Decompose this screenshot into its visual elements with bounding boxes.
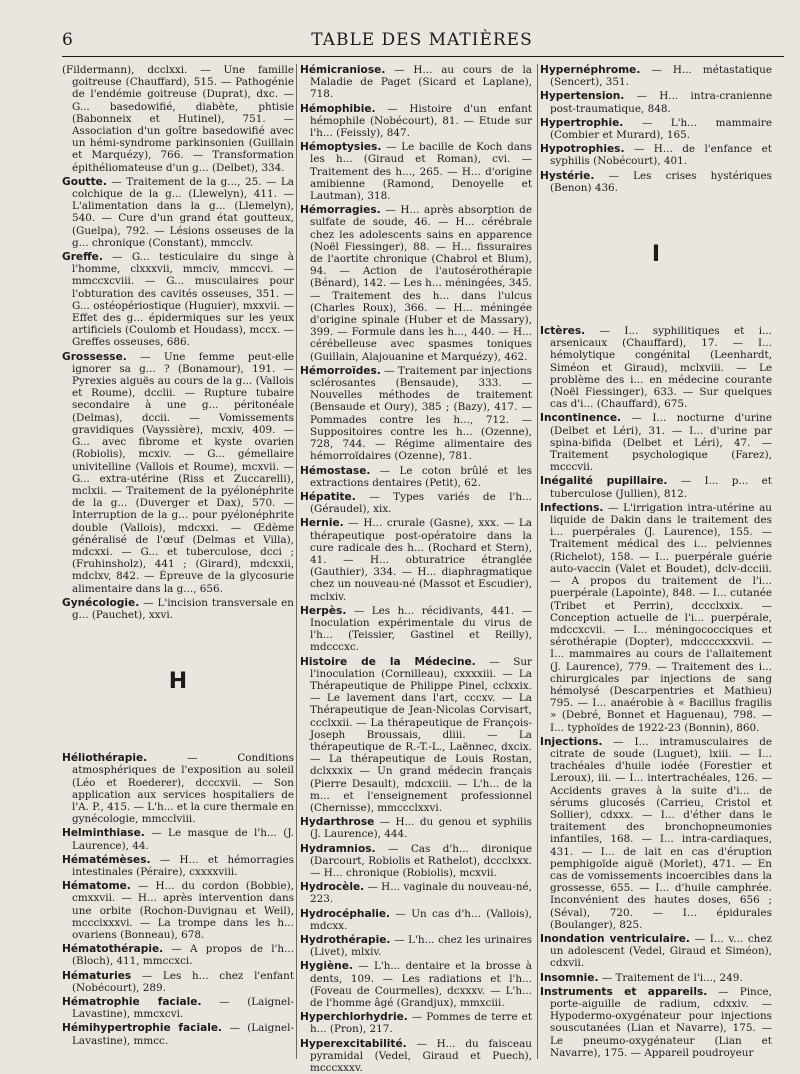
index-entry <box>300 141 532 202</box>
entry-text: — Traitement de la g..., 25. — La colchique de la g... (Llewelyn), 411. — L'alimentation dans la g... (Llemelyn), 540. — Cure d'un grand état goutteux, (Guelpa), 792. — Lésions osseuses de la g... chronique (Constant), mmcclv. <box>72 175 294 249</box>
section-letter: H <box>168 669 188 695</box>
entry-text: — L'incision transversale en g... (Pauchet), xxvi. <box>72 596 294 621</box>
entry-text: — Traitement de l'i..., 249. <box>598 971 743 984</box>
entry-term: Hydrothérapie. <box>300 934 391 947</box>
entry-term: Héliothérapie. <box>62 752 148 765</box>
entry-term: Inégalité pupillaire. <box>540 475 668 488</box>
entry-text: — I... v... chez un adolescent (Vedel, Giraud et Siméon), cdxvii. <box>550 932 772 970</box>
entry-term: Inondation ventriculaire. <box>540 932 690 945</box>
index-entry <box>62 827 294 851</box>
entry-text: — I... syphilitiques et i... arsenicaux (Chauffard), 17. — I... hémolytique congénital (Leenhardt, Siméon et Giraud), mclxviii. — Le problème des i... en médecine courante (Noël Fiessinger), 633. — Sur quelques cas d'i... (Chauffard), 675. <box>550 325 772 411</box>
index-entry <box>300 605 532 654</box>
index-entry <box>62 854 294 878</box>
index-entry <box>300 960 532 1009</box>
index-entry <box>300 843 532 880</box>
entry-text: — L'irrigation intra-utérine au liquide de Dakin dans le traitement des i... puerpérales (J. Laurence), 155. — Traitement médical des i... pelviennes (Richelot), 158. — I... puerpérale guérie auto-vaccin (Valet et Boudet), dclv-dcciii. — A propos du traitement de l'i... puerpérale (Lapointe), 848. — I... cutanée (Tribet et Perrin), dccclxxix. — Conception actuelle de l'i... puerpérale, mdccxcvii. — I... méningococciques et sérothérapie (Dopter), mdccccxxxvii. — I... mammaires au cours de l'allaitement (J. Laurence), 779. — Traitement des i... chirurgicales par injections de sang hémolysé (Descarpentries et Mathieu) 795. — I... anaérobie à « Bacillus fragilis » (Debré, Bonnet et Haguenau), 798. — I... typhoïdes de 1922-23 (Bonnin), 860. <box>550 501 772 734</box>
entry-term: Helminthiase. <box>62 827 145 840</box>
index-entry <box>300 103 532 140</box>
index-entry <box>300 365 532 463</box>
entry-text: — I... nocturne d'urine (Delbet et Léri), 31. — I... d'urine par spina-bifida (Delbet et Léri), 47. — Traitement psychologique (Farez), mcccvii. <box>550 412 772 474</box>
entry-term: Hépatite. <box>300 490 356 503</box>
entry-term: Hyperchlorhydrie. <box>300 1011 408 1024</box>
entry-term: Goutte. <box>62 175 107 188</box>
index-entry <box>300 465 532 489</box>
entry-term: Incontinence. <box>540 412 622 425</box>
entry-text: — A propos de l'h... (Bloch), 411, mmccxci. <box>72 943 294 968</box>
entry-term: Hystérie. <box>540 169 595 182</box>
entry-text: — L'h... chez les urinaires (Livet), mlxiv. <box>310 934 532 959</box>
entry-text: — H... intra-cranienne post-traumatique, 848. <box>550 90 772 115</box>
entry-term: Hydrocéphalie. <box>300 907 391 920</box>
entry-text: — Le coton brûlé et les extractions dentaires (Petit), 62. <box>310 464 532 489</box>
entry-text: — Le masque de l'h... (J. Laurence), 44. <box>72 827 294 852</box>
entry-term: Histoire de la Médecine. <box>300 655 476 668</box>
entry-term: Hématothérapie. <box>62 943 164 956</box>
index-entry <box>300 908 532 932</box>
index-entry <box>62 176 294 249</box>
entry-term: Hydrocèle. <box>300 881 365 894</box>
index-entry <box>540 325 772 410</box>
entry-term: Hématuries <box>62 969 132 982</box>
entry-term: Greffe. <box>62 251 103 264</box>
entry-term: Hydramnios. <box>300 842 376 855</box>
index-entry <box>62 943 294 967</box>
entry-term: Injections. <box>540 735 603 748</box>
page-header <box>62 30 782 54</box>
entry-text: — H... de l'enfance et syphilis (Nobécourt), 401. <box>550 143 772 168</box>
header-rule <box>62 56 784 57</box>
index-entry <box>300 1011 532 1035</box>
entry-text: — Les h... chez l'enfant (Nobécourt), 289. <box>72 969 294 994</box>
index-entry <box>62 1022 294 1046</box>
index-entry <box>540 933 772 970</box>
entry-term: Hydarthrose <box>300 816 375 829</box>
entry-term: Hémostase. <box>300 464 371 477</box>
column-divider <box>296 64 297 1059</box>
entry-text: — (Laignel-Lavastine), mmcc. <box>72 1022 294 1047</box>
index-entry <box>62 64 294 174</box>
entry-text: — I... intramusculaires de citrate de soude (Luguet), lxiii. — I... trachéales d'huile iodée (Forestier et Leroux), iii. — I... intertrachéales, 126. — Accidents graves à la suite d'i... de sérums glucosés (Carrieu, Cristol et Sollier), cdxxx. — I... d'éther dans le traitement des bronchopneumonies infantiles, 168. — I... intra-cardiaques, 431. — I... de lait en cas d'éruption pemphigoïde aiguë (Morlet), 471. — En cas de vomissements incoercibles dans la grossesse, 655. — I... d'huile camphrée. Inconvénient des hautes doses, 656 ; (Séval), 720. — I... épidurales (Boulanger), 825. <box>550 735 772 931</box>
entry-term: Hématrophie faciale. <box>62 996 202 1008</box>
index-entry <box>540 64 772 88</box>
entry-text: — Histoire d'un enfant hémophile (Nobécourt), 81. — Etude sur l'h... (Feissly), 847. <box>310 102 532 140</box>
index-entry <box>62 880 294 941</box>
index-entry <box>540 90 772 114</box>
entry-text: — H... métastatique (Sencert), 351. <box>550 64 772 89</box>
column-divider <box>537 64 538 1059</box>
entry-text: — I... p... et tuberculose (Jullien), 812. <box>550 475 772 500</box>
entry-text: — H... au cours de la Maladie de Paget (Sicard et Laplane), 718. <box>310 64 532 101</box>
index-entry <box>300 934 532 958</box>
entry-text: — Pince, porte-aiguille de radium, cdxxiv. — Hypodermo-oxygénateur pour injections souscutanées (Lian et Navarre), 175. — Le pneumo-oxygénateur (Lian et Navarre), 175. — Appareil poudroyeur <box>550 985 772 1059</box>
entry-text: — Pommes de terre et h... (Pron), 217. <box>310 1011 532 1036</box>
entry-text: — Cas d'h... dironique (Darcourt, Robiolis et Rathelot), dccclxxx. — H... chronique (Robiolis), mcxvii. <box>310 842 532 879</box>
entry-text: — Types variés de l'h... (Géraudel), xix. <box>310 490 532 516</box>
entry-term: Hémoptysies. <box>300 141 382 154</box>
entry-term: Grossesse. <box>62 350 127 363</box>
index-entry <box>300 204 532 363</box>
index-entry <box>540 117 772 141</box>
index-entry <box>300 64 532 101</box>
index-entry <box>300 491 532 515</box>
index-column-1 <box>62 64 294 1064</box>
index-entry <box>540 475 772 499</box>
index-entry <box>540 986 772 1059</box>
entry-text: — H... du faisceau pyramidal (Vedel, Giraud et Puech), mcccxxxv. <box>310 1037 532 1074</box>
entry-term: Ictères. <box>540 325 586 338</box>
index-entry <box>300 517 532 602</box>
index-entry <box>62 597 294 621</box>
entry-term: Hémorragies. <box>300 204 381 217</box>
entry-text: — L'h... dentaire et la brosse à dents, 109. — Les radiations et l'h... (Foveau de Courmelles), dcxxxv. — L'h... de l'homme âgé (Grandjux), mmxciii. <box>310 960 532 1010</box>
entry-term: Hématome. <box>62 880 131 893</box>
index-entry <box>300 1038 532 1074</box>
entry-text: — Un cas d'h... (Vallois), mdcxx. <box>310 907 532 932</box>
entry-text: — Le bacille de Koch dans les h... (Giraud et Roman), cvi. — Traitement des h..., 265. — H... d'origine amibienne (Ramond, Denoyelle et Lautman), 318. <box>310 141 532 203</box>
entry-term: Hématémèses. <box>62 853 151 866</box>
entry-term: Hygiène. <box>300 960 353 973</box>
index-entry <box>540 502 772 734</box>
index-entry <box>62 970 294 994</box>
entry-term: Hypernéphrome. <box>540 64 641 76</box>
entry-text: — Sur l'inoculation (Cornilleau), cxxxxiii. — La Thérapeutique de Philippe Pinel, cclxxix. — Le lavement dans l'art, cccxv. — La Thérapeutique de Jean-Nicolas Corvisart, ccclxxii. — La thérapeutique de François-Joseph Broussais, dliii. — La thérapeutique de R.-T.-L., Laënnec, dxcix. — La thérapeutique de Louis Rostan, dclxxxix — Un grand médecin français (Pierre Desault), mdcxciii. — L'h... de la m... et l'enseignement professionnel (Chernisse), mmccclxxvi. <box>310 655 532 814</box>
entry-term: Hémicraniose. <box>300 64 386 76</box>
entry-term: Instruments et appareils. <box>540 985 708 998</box>
entry-term: Hypertrophie. <box>540 116 624 129</box>
index-entry <box>62 752 294 825</box>
entry-term: Insomnie. <box>540 971 599 984</box>
section-letter: I <box>651 242 661 268</box>
entry-text: — Une femme peut-elle ignorer sa g... ? (Bonamour), 191. — Pyrexies aiguës au cours de la g... (Vallois et Roume), dcclii. — Rupture tubaire secondaire à une g... péritonéale (Delmas), dccii. — Vomissements gravidiques (Vayssière), mcxiv, 409. — G... avec fibrome et kyste ovarien (Robiolis), mcxiv. — G... gémellaire univitelline (Vallois et Roume), mcxvii. — G... extra-utérine (Riss et Zuccarelli), mclxii. — Traitement de la pyélonéphrite de la g... (Duverger et Dax), 570. — Interruption de la g... pour pyélonéphrite double (Vallois), mdcxxi. — Œdème généralisé de l'œuf (Delmas et Villa), mdcxxi. — G... et tuberculose, dcci ; (Fruhinsholz), 441 ; (Girard), mdcxxii, mdclxv, 842. — Épreuve de la glycosurie alimentaire dans la g..., 656. <box>72 350 294 595</box>
entry-term: Hernie. <box>300 517 344 530</box>
entry-text: (Fildermann), dcclxxi. — Une famille goitreuse (Chauffard), 515. — Pathogénie de l'endémie goitreuse (Duprat), dxc. — G... basedowifié, diabète, phtisie (Babonneix et Hutinel), 751. — Association d'un goître basedowifié avec un hémi-syndrome parkinsonien (Guillain et Marquézy), 766. — Transformation épithéliomateuse d'un g... (Delbet), 334. <box>62 64 294 174</box>
index-column-3 <box>540 64 772 1064</box>
entry-term: Hémophibie. <box>300 102 376 115</box>
index-entry <box>540 412 772 473</box>
entry-term: Hypertension. <box>540 90 625 103</box>
index-entry <box>540 170 772 194</box>
entry-text: — H... du genou et syphilis (J. Laurence), 444. <box>310 816 532 841</box>
entry-term: Gynécologie. <box>62 596 140 609</box>
index-entry <box>540 736 772 931</box>
entry-text: — Conditions atmosphériques de l'exposition au soleil (Léo et Roederer), dcccxvii. — Son application aux services hospitaliers de l'A. P., 415. — L'h... et la cure thermale en gynécologie, mmcclviii. <box>72 752 294 826</box>
index-entry <box>62 251 294 349</box>
entry-text: — Les h... récidivants, 441. — Inoculation expérimentale du virus de l'h... (Teissier, Gastinel et Reilly), mdcccxc. <box>310 604 532 654</box>
page-title: TABLE DES MATIÈRES <box>311 30 533 50</box>
entry-term: Hyperexcitabilité. <box>300 1037 407 1050</box>
entry-term: Infections. <box>540 501 604 514</box>
index-entry <box>540 143 772 167</box>
entry-text: — H... du cordon (Bobbie), cmxxvii. — H... après intervention dans une orbite (Rochon-Duvignau et Weil), mcccixxxvi. — La trompe dans les h... ovariens (Bonneau), 678. <box>72 880 294 941</box>
entry-text: — Les crises hystériques (Benon) 436. <box>550 169 772 194</box>
index-column-2 <box>300 64 532 1074</box>
index-entry <box>540 972 772 984</box>
index-entry <box>62 351 294 595</box>
entry-term: Herpès. <box>300 604 347 617</box>
entry-term: Hémorroïdes. <box>300 364 381 377</box>
entry-text: — H... après absorption de sulfate de soude, 46. — H... cérébrale chez les adolescents sains en apparence (Noël Fiessinger), 88. — H... fissuraires de l'aortite chronique (Chabrol et Blum), 94. — Action de l'autosérothérapie (Bénard), 142. — Les h... méningées, 345. — Traitement des h... dans l'ulcus (Charles Roux), 366. — H... méningée d'origine spinale (Huber et de Massary), 399. — Formule dans les h..., 440. — H... cérébelleuse avec spasmes toniques (Guillain, Alajouanine et Marquézy), 462. <box>310 204 532 363</box>
entry-text: — H... vaginale du nouveau-né, 223. <box>310 881 532 906</box>
entry-text: — L'h... mammaire (Combier et Murard), 165. <box>550 116 772 142</box>
entry-term: Hémihypertrophie faciale. <box>62 1022 223 1035</box>
index-entry <box>300 816 532 840</box>
index-entry <box>62 996 294 1020</box>
entry-text: — (Laignel-Lavastine), mmcxcvi. <box>72 996 295 1021</box>
index-entry <box>300 656 532 815</box>
index-entry <box>300 881 532 905</box>
page-number: 6 <box>62 30 73 50</box>
entry-term: Hypotrophies. <box>540 143 625 156</box>
entry-text: — H... crurale (Gasne), xxx. — La thérapeutique post-opératoire dans la cure radicale des h... (Rochard et Stern), 41. — H... obturatrice étranglée (Gauthier), 334. — H... diaphragmatique chez un nouveau-né (Massot et Escudier), mclxiv. <box>310 517 532 603</box>
entry-text: — Traitement par injections sclérosantes (Bensaude), 333. — Nouvelles méthodes de traitement (Bensaude et Oury), 385 ; (Bazy), 417. — Pommades contre les h..., 712. — Suppositoires contre les h... (Ozenne), 728, 744. — Régime alimentaire des hémorroïdaires (Ozenne), 781. <box>310 364 532 463</box>
entry-text: — G... testiculaire du singe à l'homme, clxxxvii, mmciv, mmccvi. — mmccxcviii. — G... musculaires pour l'obturation des cavités osseuses, 351. — G... ostéopériostique (Huguier), mxxvii. — Effet des g... épidermiques sur les yeux artificiels (Coulomb et Houdass), mccx. — Greffes osseuses, 686. <box>72 251 294 349</box>
entry-text: — H... et hémorragies intestinales (Péraire), cxxxxviii. <box>72 853 294 878</box>
